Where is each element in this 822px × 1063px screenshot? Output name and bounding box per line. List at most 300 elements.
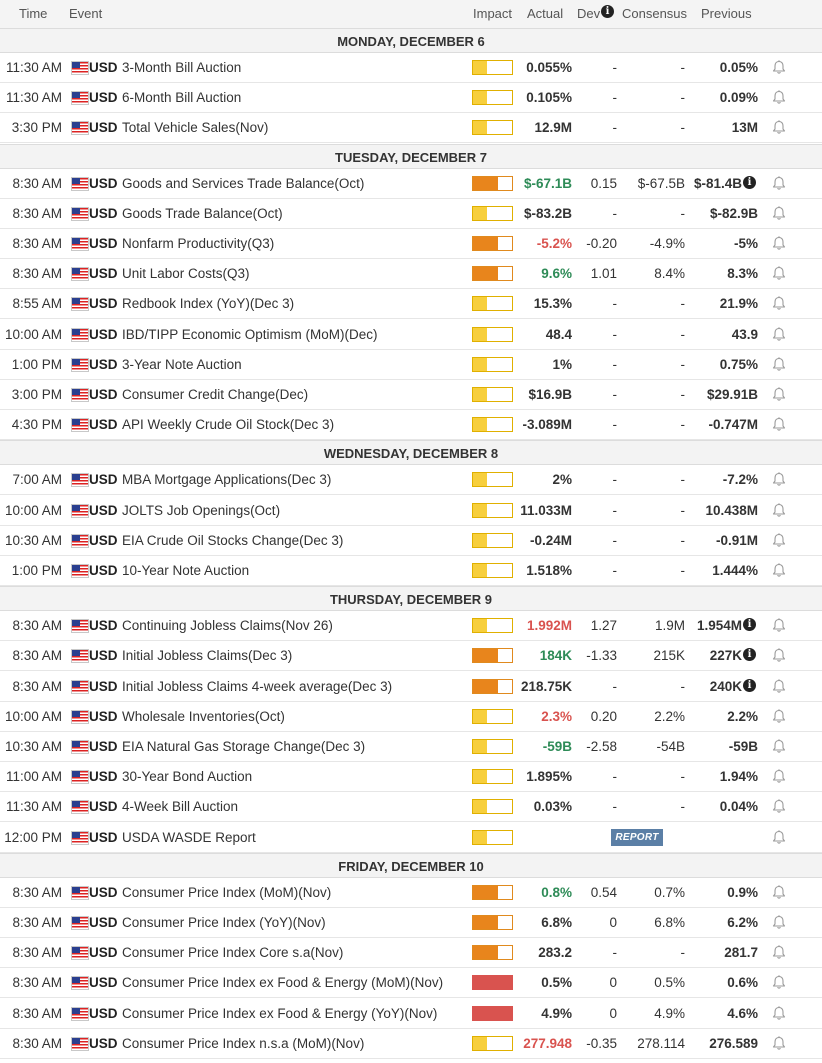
actual-value: 48.4 (545, 326, 572, 342)
currency: USD (89, 417, 118, 433)
actual-value: 2.3% (541, 708, 572, 724)
report-button[interactable]: REPORT (611, 829, 663, 846)
previous-value: 281.7 (724, 945, 758, 961)
deviation-value: 1.01 (590, 266, 617, 282)
previous-value: -0.91M (715, 532, 758, 548)
impact-bar (472, 357, 513, 372)
event-row[interactable] (0, 259, 822, 289)
previous-value: 227K (709, 648, 742, 664)
event-time: 10:30 AM (4, 739, 62, 754)
bell-icon[interactable] (772, 799, 786, 814)
bell-icon[interactable] (772, 830, 786, 845)
event-row[interactable] (0, 169, 822, 199)
event-time: 1:00 PM (11, 356, 62, 372)
event-name[interactable]: 30-Year Bond Auction (122, 769, 253, 785)
impact-bar (472, 236, 513, 251)
impact-bar (472, 648, 513, 663)
actual-value: -0.24M (529, 532, 572, 548)
actual-value: 1.518% (526, 563, 572, 578)
actual-value: 12.9M (534, 120, 572, 136)
previous-value: 13M (731, 120, 758, 136)
event-row[interactable] (0, 968, 822, 998)
us-flag-icon (71, 740, 89, 754)
impact-bar (472, 206, 513, 221)
previous-value: $-82.9B (709, 205, 758, 221)
event-row[interactable] (0, 229, 822, 259)
us-flag-icon (71, 177, 89, 191)
currency: USD (89, 618, 118, 634)
info-icon[interactable]: i (743, 176, 756, 189)
event-row[interactable] (0, 762, 822, 792)
event-time: 4:30 PM (11, 417, 62, 433)
consensus-value: 0.7% (654, 884, 685, 900)
event-name[interactable]: Consumer Price Index ex Food & Energy (MoM)(Nov) (122, 975, 444, 991)
currency: USD (89, 945, 118, 961)
impact-bar (472, 472, 513, 487)
consensus-value: 4.9% (654, 1005, 685, 1021)
currency: USD (89, 60, 118, 75)
event-name[interactable]: USDA WASDE Report (122, 829, 256, 845)
impact-bar (472, 915, 513, 930)
event-row[interactable] (0, 611, 822, 641)
event-time: 12:00 PM (4, 829, 62, 845)
currency: USD (89, 266, 118, 282)
consensus-value: - (680, 356, 685, 372)
us-flag-icon (71, 680, 89, 694)
impact-bar (472, 90, 513, 105)
consensus-value: -54B (656, 739, 685, 754)
event-time: 8:30 AM (12, 884, 62, 900)
bell-icon[interactable] (772, 417, 786, 432)
bell-icon[interactable] (772, 387, 786, 402)
currency: USD (89, 708, 118, 724)
event-name[interactable]: Consumer Price Index Core s.a(Nov) (122, 945, 344, 961)
consensus-value: - (680, 945, 685, 961)
consensus-value: - (680, 120, 685, 136)
previous-value: 2.2% (727, 708, 758, 724)
deviation-value: - (612, 532, 617, 548)
currency: USD (89, 1035, 118, 1051)
event-name[interactable]: Consumer Price Index n.s.a (MoM)(Nov) (122, 1035, 365, 1051)
col-consensus: Consensus (622, 6, 688, 21)
event-time: 8:30 AM (12, 1035, 62, 1051)
consensus-value: - (680, 532, 685, 548)
day-header: THURSDAY, DECEMBER 9 (0, 586, 822, 611)
deviation-value: - (612, 945, 617, 961)
event-time: 11:00 AM (5, 769, 62, 785)
deviation-value: - (612, 417, 617, 433)
bell-icon[interactable] (772, 769, 786, 784)
info-icon[interactable]: i (743, 648, 756, 661)
previous-value: 8.3% (727, 266, 758, 282)
currency: USD (89, 502, 118, 518)
event-name[interactable]: Total Vehicle Sales(Nov) (122, 120, 269, 136)
deviation-value: - (612, 356, 617, 372)
col-actual: Actual (527, 6, 564, 21)
actual-value: 0.03% (533, 799, 572, 815)
actual-value: -59B (542, 739, 572, 754)
currency: USD (89, 532, 118, 548)
event-name[interactable]: 6-Month Bill Auction (122, 90, 242, 106)
actual-value: 0.055% (526, 60, 572, 75)
event-name[interactable]: EIA Crude Oil Stocks Change(Dec 3) (122, 532, 344, 548)
day-header: FRIDAY, DECEMBER 10 (0, 853, 822, 878)
info-icon[interactable]: i (743, 618, 756, 631)
event-time: 8:30 AM (12, 975, 62, 991)
column-header (0, 0, 822, 29)
event-row[interactable] (0, 792, 822, 822)
info-icon[interactable]: i (601, 5, 614, 18)
consensus-value: - (680, 90, 685, 106)
consensus-value: 0.5% (654, 975, 685, 991)
consensus-value: - (680, 563, 685, 578)
us-flag-icon (71, 770, 89, 784)
deviation-value: -1.33 (586, 648, 617, 664)
event-time: 10:00 AM (4, 502, 62, 518)
previous-value: 43.9 (731, 326, 758, 342)
bell-icon[interactable] (772, 739, 786, 754)
us-flag-icon (71, 237, 89, 251)
col-dev: Dev (577, 6, 601, 21)
bell-icon[interactable] (772, 709, 786, 724)
event-name[interactable]: MBA Mortgage Applications(Dec 3) (122, 472, 332, 488)
bell-icon[interactable] (772, 472, 786, 487)
actual-value: $16.9B (528, 387, 572, 402)
event-time: 3:30 PM (11, 120, 62, 136)
previous-value: 1.444% (712, 563, 758, 578)
actual-value: 277.948 (523, 1035, 572, 1051)
currency: USD (89, 90, 118, 106)
col-impact: Impact (473, 6, 513, 21)
actual-value: 11.033M (520, 502, 572, 518)
event-row[interactable] (0, 199, 822, 229)
info-icon[interactable]: i (743, 679, 756, 692)
previous-value: -7.2% (722, 472, 758, 488)
us-flag-icon (71, 504, 89, 518)
currency: USD (89, 799, 118, 815)
bell-icon[interactable] (772, 945, 786, 960)
event-name[interactable]: Continuing Jobless Claims(Nov 26) (122, 618, 333, 634)
event-row[interactable] (0, 672, 822, 702)
impact-bar (472, 60, 513, 75)
us-flag-icon (71, 831, 89, 845)
previous-value: -59B (728, 739, 758, 754)
bell-icon[interactable] (772, 915, 786, 930)
consensus-value: - (680, 472, 685, 488)
us-flag-icon (71, 91, 89, 105)
impact-bar (472, 885, 513, 900)
event-name[interactable]: Nonfarm Productivity(Q3) (122, 236, 275, 251)
event-row[interactable] (0, 938, 822, 968)
event-name[interactable]: Consumer Price Index (YoY)(Nov) (122, 915, 326, 930)
event-name[interactable]: Initial Jobless Claims 4-week average(Dec 3) (122, 678, 393, 694)
actual-value: $-83.2B (523, 205, 572, 221)
deviation-value: 0.15 (590, 175, 617, 191)
actual-value: 184K (539, 648, 572, 664)
us-flag-icon (71, 800, 89, 814)
us-flag-icon (71, 946, 89, 960)
event-name[interactable]: EIA Natural Gas Storage Change(Dec 3) (122, 739, 366, 754)
event-time: 10:00 AM (4, 708, 62, 724)
deviation-value: - (612, 769, 617, 785)
impact-bar (472, 799, 513, 814)
previous-value: 276.589 (709, 1035, 758, 1051)
event-row[interactable] (0, 999, 822, 1029)
col-time: Time (19, 6, 48, 21)
us-flag-icon (71, 388, 89, 402)
deviation-value: - (612, 120, 617, 136)
consensus-value: - (680, 769, 685, 785)
event-row[interactable] (0, 289, 822, 319)
impact-bar (472, 266, 513, 281)
bell-icon[interactable] (772, 296, 786, 311)
us-flag-icon (71, 358, 89, 372)
event-row[interactable] (0, 496, 822, 526)
event-row[interactable] (0, 320, 822, 350)
previous-value: $29.91B (706, 387, 758, 402)
day-header: TUESDAY, DECEMBER 7 (0, 144, 822, 169)
event-time: 10:30 AM (4, 532, 62, 548)
impact-bar (472, 679, 513, 694)
previous-value: 0.6% (727, 975, 758, 991)
bell-icon[interactable] (772, 206, 786, 221)
event-name[interactable]: Wholesale Inventories(Oct) (122, 708, 285, 724)
event-time: 8:30 AM (12, 915, 62, 930)
previous-value: -5% (733, 236, 758, 251)
event-time: 7:00 AM (12, 472, 62, 488)
event-name[interactable]: Initial Jobless Claims(Dec 3) (122, 648, 293, 664)
bell-icon[interactable] (772, 60, 786, 75)
us-flag-icon (71, 534, 89, 548)
impact-bar (472, 1036, 513, 1051)
event-time: 8:30 AM (12, 648, 62, 664)
us-flag-icon (71, 267, 89, 281)
event-name[interactable]: Goods and Services Trade Balance(Oct) (122, 175, 365, 191)
consensus-value: 8.4% (654, 266, 685, 282)
impact-bar (472, 975, 513, 990)
consensus-value: - (680, 326, 685, 342)
event-row[interactable] (0, 526, 822, 556)
event-name[interactable]: Consumer Price Index ex Food & Energy (YoY)(Nov) (122, 1005, 438, 1021)
previous-value: 0.75% (719, 356, 758, 372)
us-flag-icon (71, 916, 89, 930)
bell-icon[interactable] (772, 533, 786, 548)
bell-icon[interactable] (772, 176, 786, 191)
us-flag-icon (71, 473, 89, 487)
previous-value-wrap (694, 176, 756, 191)
consensus-value: - (680, 205, 685, 221)
impact-bar (472, 563, 513, 578)
event-name[interactable]: Goods Trade Balance(Oct) (122, 205, 283, 221)
event-row[interactable] (0, 556, 822, 586)
bell-icon[interactable] (772, 679, 786, 694)
impact-bar (472, 618, 513, 633)
actual-value: 218.75K (520, 678, 572, 694)
bell-icon[interactable] (772, 357, 786, 372)
bell-icon[interactable] (772, 503, 786, 518)
previous-value: 0.05% (719, 60, 758, 75)
actual-value: 6.8% (541, 915, 572, 930)
consensus-value: - (680, 296, 685, 312)
us-flag-icon (71, 619, 89, 633)
consensus-value: 1.9M (654, 618, 685, 634)
us-flag-icon (71, 207, 89, 221)
deviation-value: - (612, 502, 617, 518)
us-flag-icon (71, 564, 89, 578)
event-name[interactable]: JOLTS Job Openings(Oct) (122, 502, 281, 518)
deviation-value: - (612, 799, 617, 815)
previous-value: $-81.4B (693, 175, 742, 191)
deviation-value: 1.27 (590, 618, 617, 634)
event-time: 1:00 PM (11, 563, 62, 578)
currency: USD (89, 884, 118, 900)
event-row[interactable] (0, 878, 822, 908)
event-row[interactable] (0, 350, 822, 380)
event-row[interactable] (0, 732, 822, 762)
event-name[interactable]: Redbook Index (YoY)(Dec 3) (122, 296, 295, 312)
bell-icon[interactable] (772, 975, 786, 990)
event-time: 10:00 AM (4, 326, 62, 342)
impact-bar (472, 176, 513, 191)
event-row[interactable] (0, 823, 822, 853)
currency: USD (89, 563, 118, 578)
actual-value: 15.3% (533, 296, 572, 312)
event-name[interactable]: Consumer Credit Change(Dec) (122, 387, 309, 402)
currency: USD (89, 120, 118, 136)
event-row[interactable] (0, 410, 822, 440)
currency: USD (89, 356, 118, 372)
consensus-value: $-67.5B (637, 175, 685, 191)
impact-bar (472, 739, 513, 754)
bell-icon[interactable] (772, 120, 786, 135)
currency: USD (89, 236, 118, 251)
consensus-value: - (680, 678, 685, 694)
event-time: 8:30 AM (12, 175, 62, 191)
event-time: 11:30 AM (5, 799, 62, 815)
event-name[interactable]: Unit Labor Costs(Q3) (122, 266, 250, 282)
col-event: Event (69, 6, 103, 21)
us-flag-icon (71, 61, 89, 75)
currency: USD (89, 472, 118, 488)
impact-bar (472, 387, 513, 402)
consensus-value: - (680, 502, 685, 518)
impact-bar (472, 945, 513, 960)
previous-value-wrap (710, 679, 756, 694)
event-time: 8:30 AM (12, 678, 62, 694)
currency: USD (89, 829, 118, 845)
currency: USD (89, 648, 118, 664)
currency: USD (89, 769, 118, 785)
us-flag-icon (71, 121, 89, 135)
deviation-value: 0.54 (590, 884, 617, 900)
event-row[interactable] (0, 702, 822, 732)
day-header: WEDNESDAY, DECEMBER 8 (0, 440, 822, 465)
consensus-value: 2.2% (654, 708, 685, 724)
actual-value: 0.8% (541, 884, 572, 900)
event-row[interactable] (0, 465, 822, 495)
bell-icon[interactable] (772, 648, 786, 663)
deviation-value: 0.20 (590, 708, 617, 724)
deviation-value: - (612, 563, 617, 578)
currency: USD (89, 915, 118, 930)
currency: USD (89, 975, 118, 991)
bell-icon[interactable] (772, 266, 786, 281)
deviation-value: - (612, 90, 617, 106)
deviation-value: - (612, 678, 617, 694)
bell-icon[interactable] (772, 885, 786, 900)
actual-value: -3.089M (522, 417, 572, 433)
actual-value: 283.2 (538, 945, 572, 961)
event-row[interactable] (0, 908, 822, 938)
event-row[interactable] (0, 1029, 822, 1059)
bell-icon[interactable] (772, 236, 786, 251)
actual-value: 1.895% (526, 769, 572, 785)
previous-value-wrap (697, 618, 756, 633)
actual-value: -5.2% (536, 236, 572, 251)
deviation-value: - (612, 326, 617, 342)
currency: USD (89, 205, 118, 221)
currency: USD (89, 1005, 118, 1021)
consensus-value: 6.8% (654, 915, 685, 930)
us-flag-icon (71, 886, 89, 900)
bell-icon[interactable] (772, 327, 786, 342)
deviation-value: 0 (609, 1005, 617, 1021)
bell-icon[interactable] (772, 618, 786, 633)
event-row[interactable] (0, 113, 822, 143)
consensus-value: - (680, 799, 685, 815)
bell-icon[interactable] (772, 1006, 786, 1021)
actual-value: 0.105% (526, 90, 572, 106)
previous-value: 240K (709, 678, 742, 694)
impact-bar (472, 296, 513, 311)
event-name[interactable]: 10-Year Note Auction (122, 563, 250, 578)
deviation-value: 0 (609, 975, 617, 991)
event-row[interactable] (0, 641, 822, 671)
event-name[interactable]: 3-Month Bill Auction (122, 60, 242, 75)
us-flag-icon (71, 649, 89, 663)
bell-icon[interactable] (772, 563, 786, 578)
event-row[interactable] (0, 83, 822, 113)
deviation-value: - (612, 60, 617, 75)
event-time: 8:30 AM (12, 945, 62, 961)
previous-value-wrap (710, 648, 756, 663)
bell-icon[interactable] (772, 1036, 786, 1051)
actual-value: 0.5% (541, 975, 572, 991)
bell-icon[interactable] (772, 90, 786, 105)
event-name[interactable]: IBD/TIPP Economic Optimism (MoM)(Dec) (122, 326, 378, 342)
event-name[interactable]: 4-Week Bill Auction (122, 799, 239, 815)
event-row[interactable] (0, 53, 822, 83)
impact-bar (472, 1006, 513, 1021)
event-time: 8:30 AM (12, 266, 62, 282)
event-time: 8:30 AM (12, 1005, 62, 1021)
event-name[interactable]: Consumer Price Index (MoM)(Nov) (122, 884, 332, 900)
deviation-value: - (612, 387, 617, 402)
deviation-value: - (612, 472, 617, 488)
impact-bar (472, 417, 513, 432)
col-previous: Previous (701, 6, 752, 21)
event-row[interactable] (0, 380, 822, 410)
currency: USD (89, 678, 118, 694)
us-flag-icon (71, 976, 89, 990)
event-time: 11:30 AM (5, 90, 62, 106)
deviation-value: -2.58 (586, 739, 617, 754)
actual-value: $-67.1B (523, 175, 572, 191)
previous-value: 4.6% (727, 1005, 758, 1021)
event-name[interactable]: API Weekly Crude Oil Stock(Dec 3) (122, 417, 335, 433)
consensus-value: 215K (653, 648, 685, 664)
event-name[interactable]: 3-Year Note Auction (122, 356, 242, 372)
